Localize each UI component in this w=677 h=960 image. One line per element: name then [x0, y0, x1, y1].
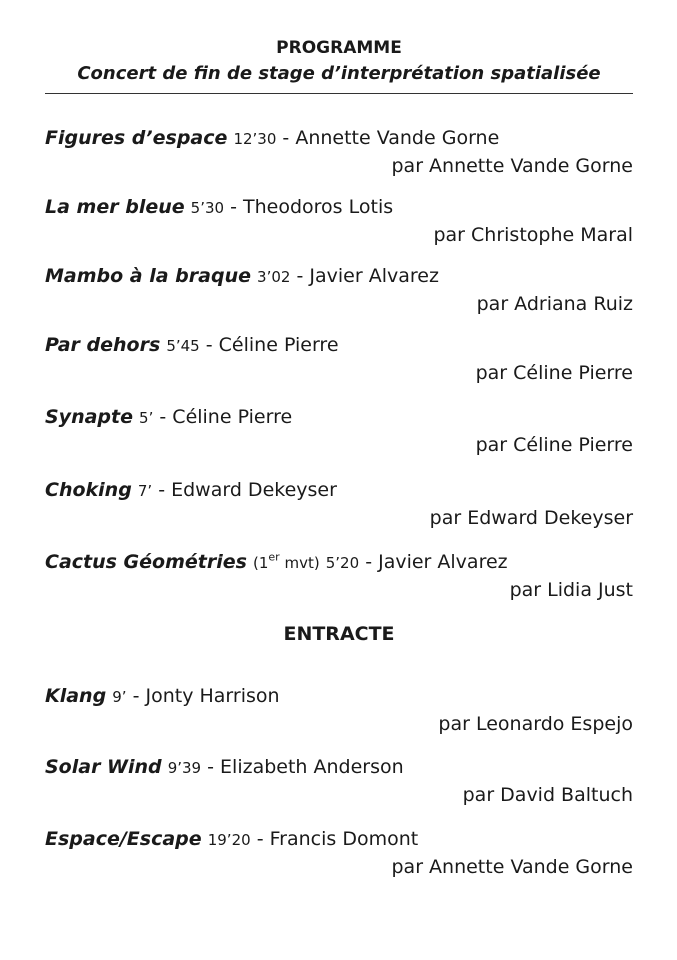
- work-title: Figures d’espace: [45, 127, 228, 149]
- composer-name: Edward Dekeyser: [171, 479, 337, 501]
- composer-name: Céline Pierre: [218, 334, 339, 356]
- program-subtitle: Concert de fin de stage d’interprétation spatialisée: [77, 63, 601, 84]
- performer-name: par David Baltuch: [462, 784, 633, 806]
- program-title: PROGRAMME: [276, 38, 402, 58]
- intermission-heading: ENTRACTE: [283, 623, 395, 645]
- header-divider: [45, 93, 633, 94]
- performer-name: par Céline Pierre: [475, 434, 633, 456]
- program-entry: Synapte 5’ - Céline Pierre par Céline Pierre: [45, 406, 633, 456]
- work-title: Synapte: [45, 406, 133, 428]
- program-header: [45, 36, 633, 88]
- work-title: Mambo à la braque: [45, 265, 251, 287]
- performer-name: par Adriana Ruiz: [476, 293, 633, 315]
- program-entry: Klang 9’ - Jonty Harrison par Leonardo Espejo: [45, 685, 633, 735]
- work-duration: 5’45: [166, 337, 200, 355]
- performer-name: par Leonardo Espejo: [438, 713, 633, 735]
- work-duration: 3’02: [257, 268, 291, 286]
- program-entry: Cactus Géométries (1er mvt) 5’20 - Javier Alvarez par Lidia Just: [45, 550, 633, 601]
- program-entry: Par dehors 5’45 - Céline Pierre par Céline Pierre: [45, 334, 633, 384]
- work-title: Klang: [45, 685, 107, 707]
- work-duration: 7’: [137, 482, 153, 500]
- composer-name: Francis Domont: [269, 828, 419, 850]
- program-entry: La mer bleue 5’30 - Theodoros Lotis par Christophe Maral: [45, 196, 633, 246]
- movement-note: (1er mvt): [253, 550, 320, 572]
- work-duration: 5’20: [325, 554, 360, 572]
- work-title: Espace/Escape: [45, 828, 202, 850]
- composer-name: Javier Alvarez: [378, 551, 508, 573]
- composer-name: Jonty Harrison: [145, 685, 280, 707]
- program-entry: Mambo à la braque 3’02 - Javier Alvarez par Adriana Ruiz: [45, 265, 633, 315]
- work-duration: 5’30: [190, 199, 225, 217]
- program-entry: Figures d’espace 12’30 - Annette Vande Gorne par Annette Vande Gorne: [45, 127, 633, 177]
- composer-name: Javier Alvarez: [309, 265, 439, 287]
- work-duration: 12’30: [233, 130, 277, 148]
- work-duration: 19’20: [207, 831, 251, 849]
- performer-name: par Annette Vande Gorne: [391, 856, 633, 878]
- work-title: La mer bleue: [45, 196, 185, 218]
- work-title: Solar Wind: [45, 756, 162, 778]
- performer-name: par Edward Dekeyser: [429, 507, 633, 529]
- program-entry: Espace/Escape 19’20 - Francis Domont par Annette Vande Gorne: [45, 828, 633, 878]
- composer-name: Elizabeth Anderson: [220, 756, 404, 778]
- work-title: Cactus Géométries: [45, 551, 247, 573]
- composer-name: Annette Vande Gorne: [295, 127, 500, 149]
- composer-name: Céline Pierre: [172, 406, 293, 428]
- work-title: Par dehors: [45, 334, 161, 356]
- program-entry: Solar Wind 9’39 - Elizabeth Anderson par David Baltuch: [45, 756, 633, 806]
- work-duration: 9’39: [167, 759, 202, 777]
- performer-name: par Christophe Maral: [433, 224, 633, 246]
- performer-name: par Céline Pierre: [475, 362, 633, 384]
- work-title: Choking: [45, 479, 132, 501]
- work-duration: 5’: [139, 409, 154, 427]
- program-entry: Choking 7’ - Edward Dekeyser par Edward Dekeyser: [45, 479, 633, 529]
- composer-name: Theodoros Lotis: [243, 196, 394, 218]
- performer-name: par Annette Vande Gorne: [391, 155, 633, 177]
- work-duration: 9’: [112, 688, 127, 706]
- performer-name: par Lidia Just: [509, 579, 633, 601]
